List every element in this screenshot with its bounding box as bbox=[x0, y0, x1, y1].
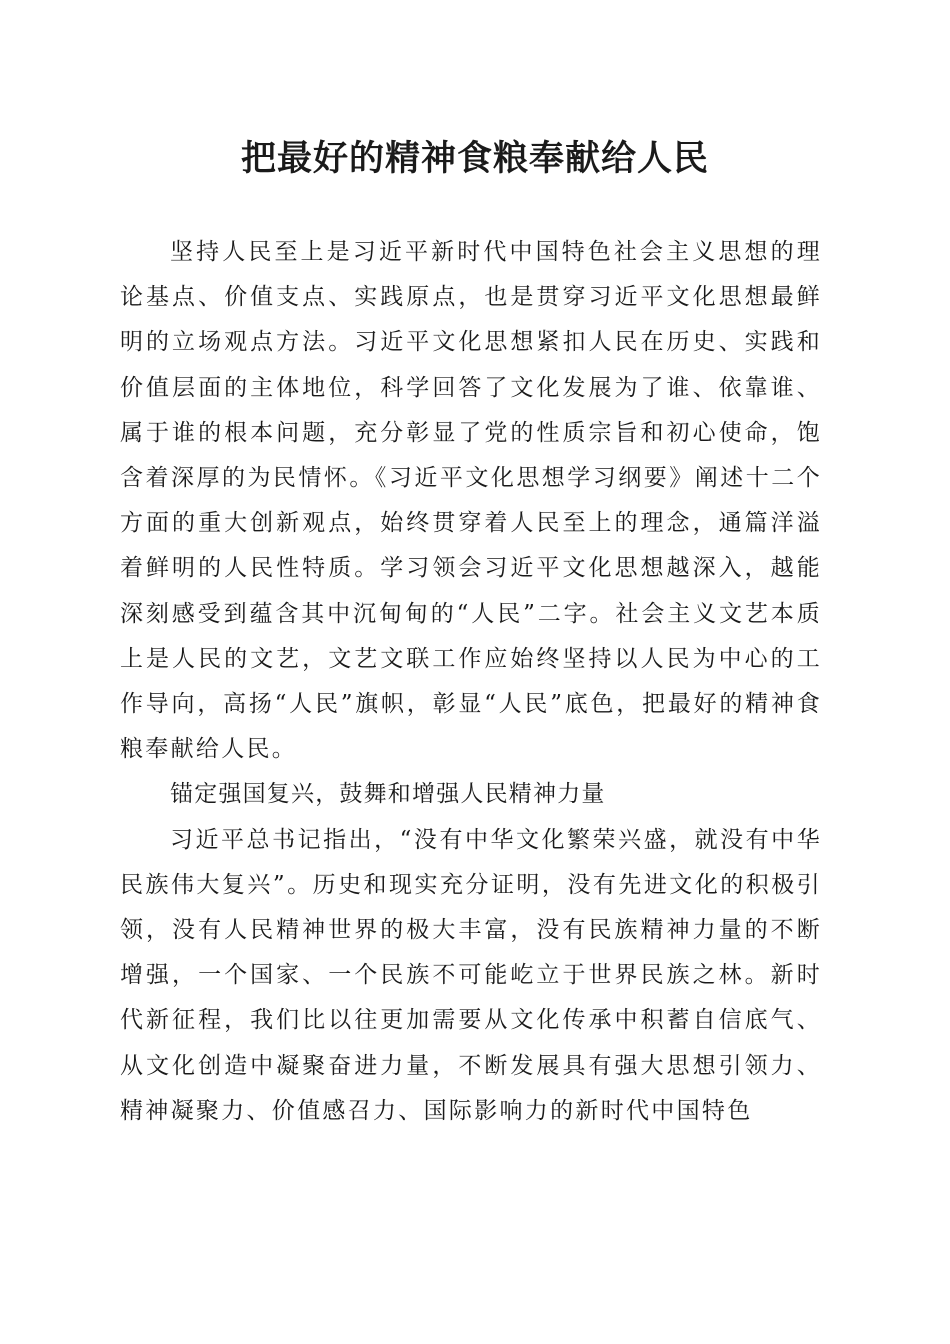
document-title: 把最好的精神食粮奉献给人民 bbox=[240, 138, 709, 179]
document-body bbox=[120, 230, 822, 1134]
intro-paragraph: 坚持人民至上是习近平新时代中国特色社会主义思想的理论基点、价值支点、实践原点，也是贯穿习近平文化思想最鲜明的立场观点方法。习近平文化思想紧扣人民在历史、实践和价值层面的主体地位，科学回答了文化发展为了谁、依靠谁、属于谁的根本问题，充分彰显了党的性质宗旨和初心使命，饱含着深厚的为民情怀。《习近平文化思想学习纲要》阐述十二个方面的重大创新观点，始终贯穿着人民至上的理念，通篇洋溢着鲜明的人民性特质。学习领会习近平文化思想越深入，越能深刻感受到蕴含其中沉甸甸的“人民”二字。社会主义文艺本质上是人民的文艺，文艺文联工作应始终坚持以人民为中心的工作导向，高扬“人民”旗帜，彰显“人民”底色，把最好的精神食粮奉献给人民。 bbox=[120, 239, 822, 763]
section-heading: 锚定强国复兴，鼓舞和增强人民精神力量 bbox=[170, 781, 606, 808]
section-paragraph: 习近平总书记指出，“没有中华文化繁荣兴盛，就没有中华民族伟大复兴”。历史和现实充分证明，没有先进文化的积极引领，没有人民精神世界的极大丰富，没有民族精神力量的不断增强，一个国家、一个民族不可能屹立于世界民族之林。新时代新征程，我们比以往更加需要从文化传承中积蓄自信底气、从文化创造中凝聚奋进力量，不断发展具有强大思想引领力、精神凝聚力、价值感召力、国际影响力的新时代中国特色 bbox=[120, 826, 822, 1124]
